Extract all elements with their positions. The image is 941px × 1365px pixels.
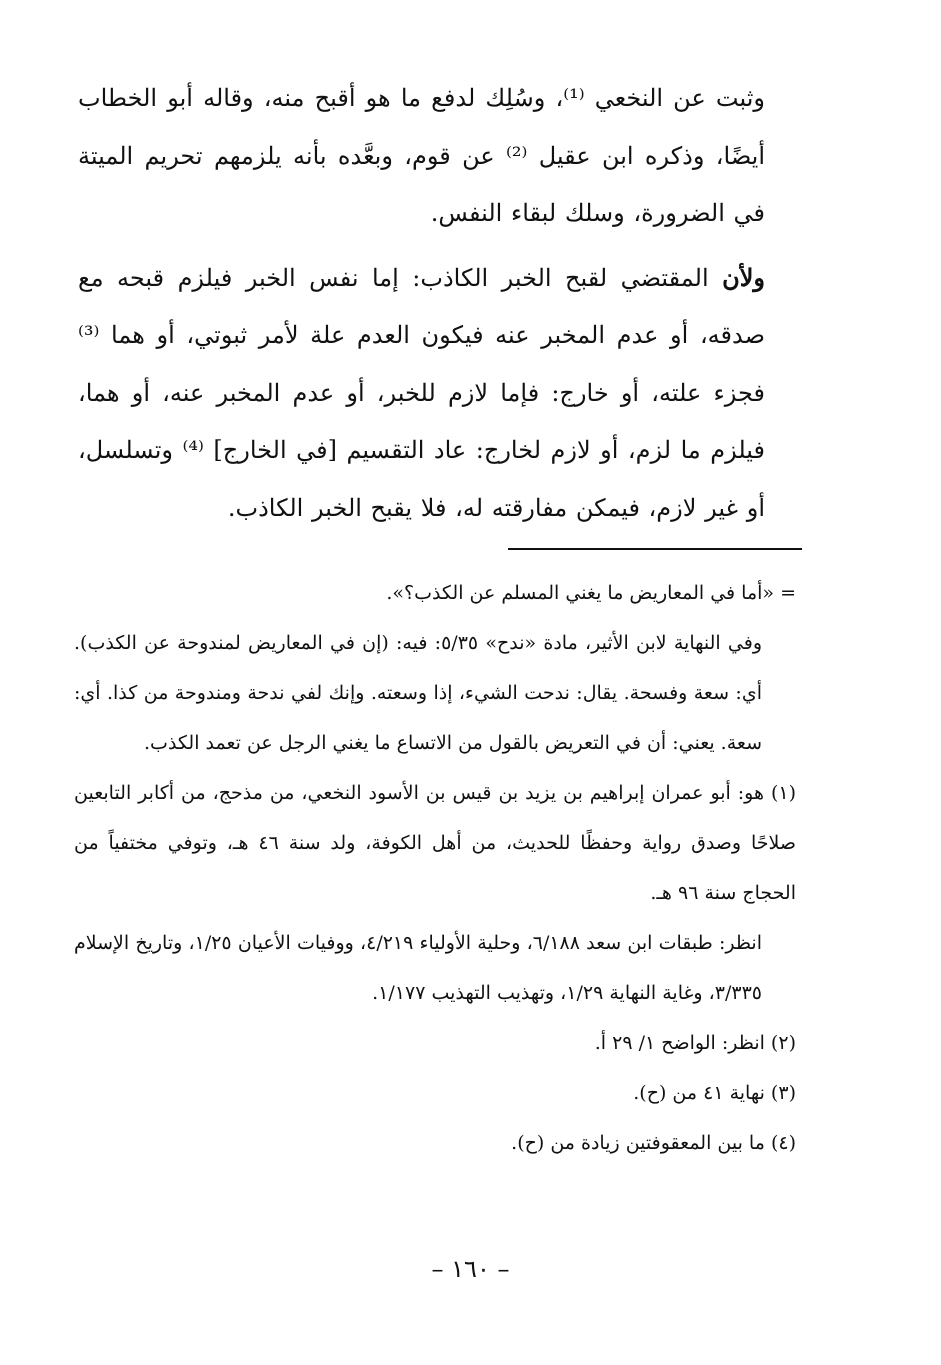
footnote-continuation-paragraph: وفي النهاية لابن الأثير، مادة «ندح» ٥/٣٥: فيه: (إن في المعاريض لمندوحة عن الكذب). أي: سعة وفسحة. يقال: ندحت الشيء، إذا وسعته. وإنك لفي ندحة ومندوحة من كذا. أي: سعة. يعني: أن في التعريض بالقول من الاتساع ما يغني الرجل عن تعمد الكذب.	[74, 632, 763, 754]
main-paragraph-2	[78, 249, 805, 538]
footnote-2: (٢) انظر: الواضح ١/ ٢٩ أ.	[594, 1032, 796, 1054]
footnote-separator	[508, 548, 802, 550]
footnote-3: (٣) نهاية ٤١ من (ح).	[633, 1082, 796, 1104]
footnotes	[74, 568, 802, 1168]
page-number: – ١٦٠ –	[431, 1255, 510, 1283]
main-text	[78, 70, 805, 537]
footnote-1: (١) هو: أبو عمران إبراهيم بن يزيد بن قيس بن الأسود النخعي، من مذحج، من أكابر التابعين صلاحًا وصدق رواية وحفظًا للحديث، من أهل الكوفة، ولد سنة ٤٦ هـ، وتوفي مختفياً من الحجاج سنة ٩٦ هـ.	[74, 782, 796, 904]
footnote-1-references: انظر: طبقات ابن سعد ٦/١٨٨، وحلية الأولياء ٤/٢١٩، ووفيات الأعيان ١/٢٥، وتاريخ الإسلام ٣/٣٣٥، وغاية النهاية ١/٢٩، وتهذيب التهذيب ١/١٧٧.	[74, 932, 762, 1004]
footnote-4: (٤) ما بين المعقوفتين زيادة من (ح).	[511, 1132, 796, 1154]
main-paragraph-2-text: المقتضي لقبح الخبر الكاذب: إما نفس الخبر فيلزم قبحه مع صدقه، أو عدم المخبر عنه فيكون العدم علة لأمر ثبوتي، أو هما ⁽³⁾ فجزء علته، أو خارج: فإما لازم للخبر، أو عدم المخبر عنه، أو هما، فيلزم ما لزم، أو لازم لخارج: عاد التقسيم [في الخارج] ⁽⁴⁾ وتسلسل، أو غير لازم، فيمكن مفارقته له، فلا يقبح الخبر الكاذب.	[78, 263, 765, 522]
paragraph-lead-word: ولأن	[722, 262, 766, 292]
footnote-continuation: = «أما في المعاريض ما يغني المسلم عن الكذب؟».	[386, 582, 796, 604]
main-paragraph-1: وثبت عن النخعي ⁽¹⁾، وسُلِك لدفع ما هو أقبح منه، وقاله أبو الخطاب أيضًا، وذكره ابن عقيل ⁽²⁾ عن قوم، وبعَّده بأنه يلزمهم تحريم الميتة في الضرورة، وسلك لبقاء النفس.	[78, 84, 765, 227]
